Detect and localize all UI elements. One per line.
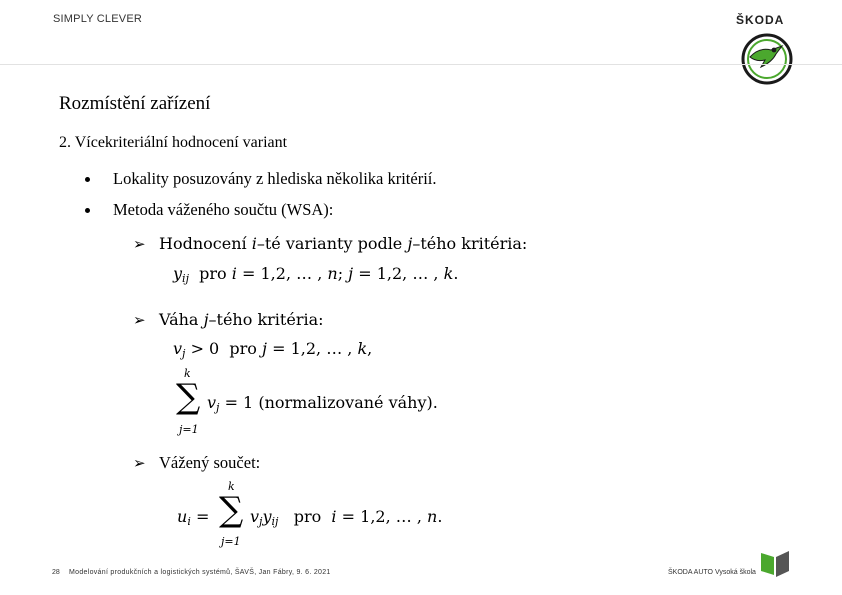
tagline: SIMPLY CLEVER — [53, 13, 143, 25]
page-number: 28 — [52, 569, 60, 576]
sub-item-rating — [133, 234, 527, 253]
sub-item-weight — [133, 310, 324, 329]
bullet-text: Metoda váženého součtu (WSA): — [113, 200, 334, 219]
rating-var-j: j — [407, 234, 413, 253]
university-flag-icon — [759, 549, 793, 579]
sum-lower-limit: j=1 — [179, 423, 199, 436]
arrow-bullet-icon: ➢ — [133, 235, 146, 253]
rating-end-text: –tého kritéria: — [412, 234, 528, 253]
slide-subtitle: 2. Vícekriteriální hodnocení variant — [59, 134, 288, 151]
rating-formula: $y_{ij}$ pro i = 1,2, … , n; j = 1,2, … , k. — [173, 264, 459, 285]
skoda-logo-icon — [741, 33, 793, 85]
sum-upper-limit: k — [184, 367, 191, 380]
rating-label: Hodnocení — [159, 234, 247, 253]
sub-item-weighted-sum — [133, 453, 260, 473]
rating-var-i: i — [251, 234, 257, 253]
header-divider — [0, 64, 842, 65]
slide-title: Rozmístění zařízení — [59, 93, 211, 114]
weight-formula-positive: $v_j > 0$ pro j = 1,2, … , k, — [173, 339, 373, 360]
weight-var-j: j — [203, 310, 209, 329]
bullet-item — [85, 200, 333, 220]
bullet-dot-icon — [85, 177, 90, 182]
footer-brand: ŠKODA AUTO Vysoká škola — [668, 569, 756, 576]
sum-upper-limit: k — [228, 480, 235, 493]
rating-mid-text: –té varianty podle — [256, 234, 403, 253]
brand-wordmark: ŠKODA — [736, 13, 785, 27]
weighted-sum-rhs: $v_jy_{ij}$ pro i = 1,2, … , n. — [250, 507, 443, 528]
bullet-text: Lokality posuzovány z hlediska několika kritérií. — [113, 169, 437, 188]
sum-sigma-icon: ∑ — [219, 490, 244, 530]
footer-caption: Modelování produkčních a logistických systémů, ŠAVŠ, Jan Fábry, 9. 6. 2021 — [69, 569, 331, 576]
arrow-bullet-icon: ➢ — [133, 311, 146, 329]
weight-end-text: –tého kritéria: — [208, 310, 324, 329]
sum-sigma-icon: ∑ — [176, 377, 201, 417]
bullet-item — [85, 169, 437, 189]
weight-label: Váha — [159, 310, 199, 329]
sum-lower-limit: j=1 — [221, 535, 241, 548]
arrow-bullet-icon: ➢ — [133, 456, 146, 472]
weighted-sum-label: Vážený součet: — [159, 453, 261, 472]
weighted-sum-lhs: $u_i$ = — [177, 507, 210, 528]
weight-formula-normalized: $v_j = 1$ (normalizované váhy). — [207, 393, 438, 414]
bullet-dot-icon — [85, 208, 90, 213]
